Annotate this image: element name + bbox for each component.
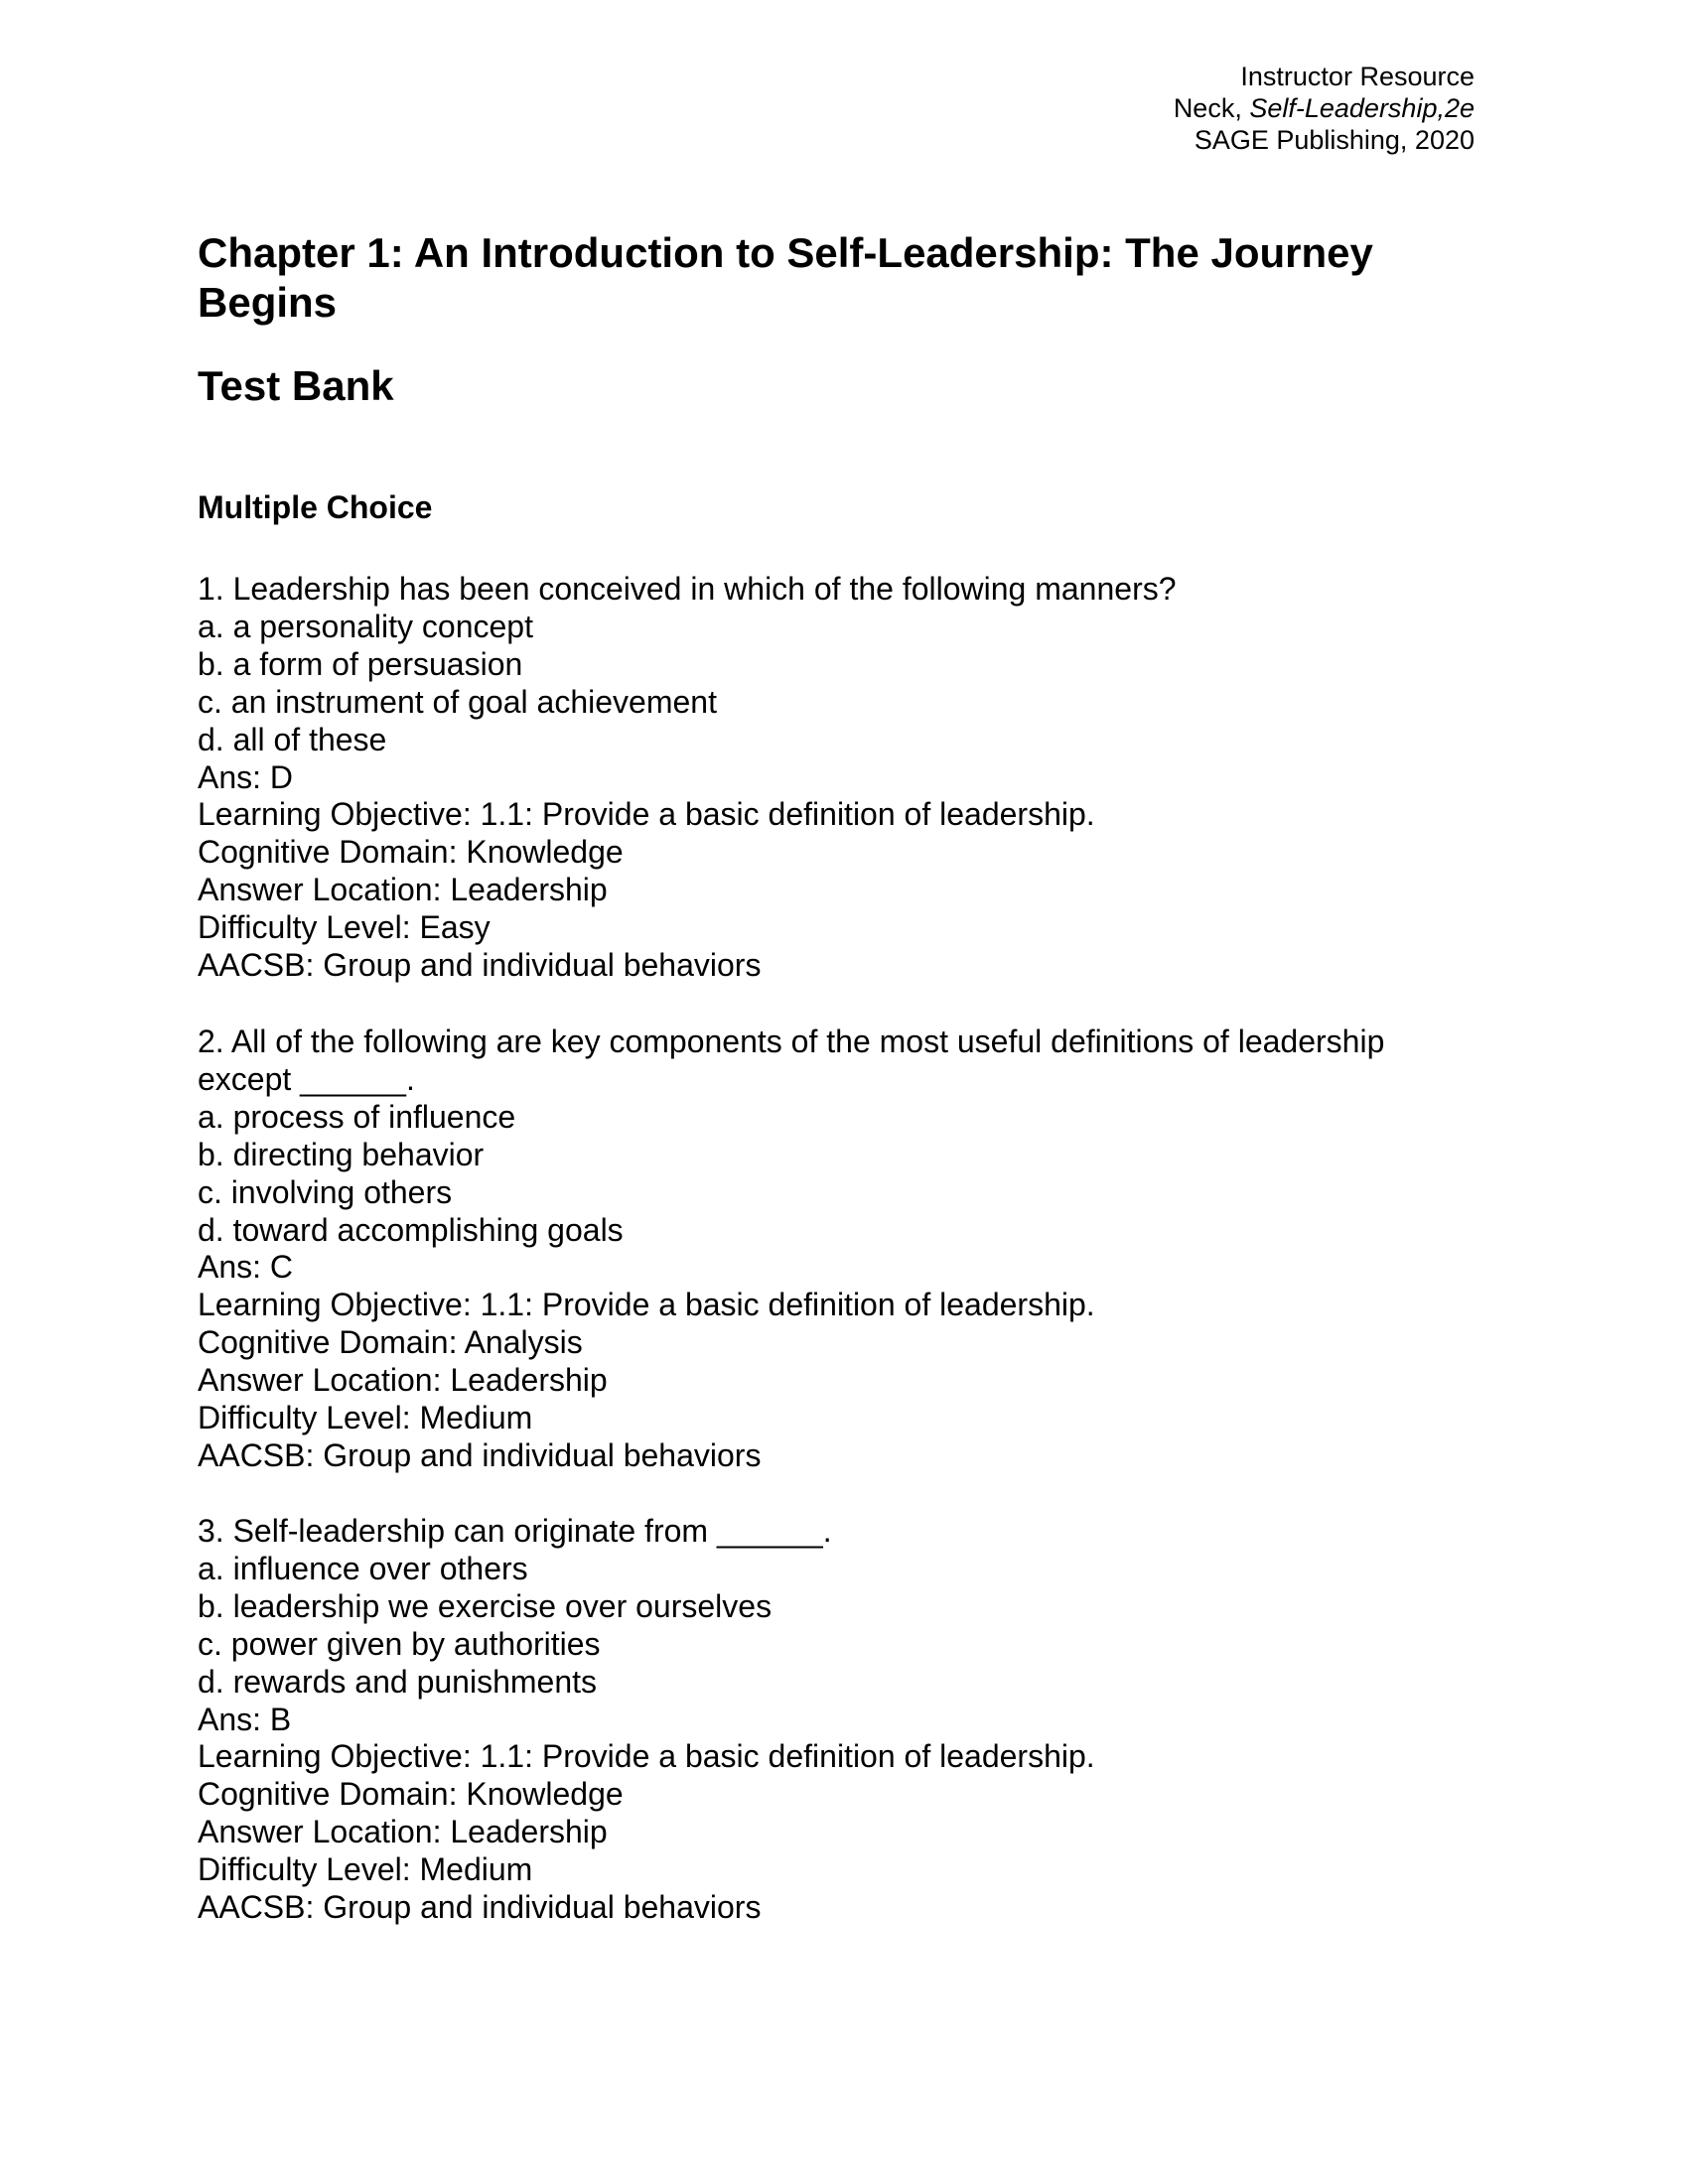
question-2 <box>198 1024 1488 1475</box>
learning-objective: Learning Objective: 1.1: Provide a basic definition of leadership. <box>198 1738 1095 1775</box>
test-bank-heading: Test Bank <box>198 362 394 409</box>
header-author: Neck, <box>1173 93 1250 123</box>
question-stem: 3. Self-leadership can originate from ______. <box>198 1513 832 1549</box>
chapter-title: Chapter 1: An Introduction to Self-Leadership: The Journey Begins <box>198 229 1373 326</box>
option-d: d. all of these <box>198 721 387 757</box>
question-stem-continued: except ______. <box>198 1060 415 1097</box>
difficulty-level: Difficulty Level: Medium <box>198 1851 533 1888</box>
answer: Ans: C <box>198 1249 294 1286</box>
aacsb: AACSB: Group and individual behaviors <box>198 1436 762 1473</box>
answer-location: Answer Location: Leadership <box>198 872 608 908</box>
option-c: c. an instrument of goal achievement <box>198 683 717 720</box>
difficulty-level: Difficulty Level: Medium <box>198 1400 533 1436</box>
header-book-title: Self-Leadership,2e <box>1249 93 1475 123</box>
page-header <box>1174 61 1475 156</box>
answer-location: Answer Location: Leadership <box>198 1362 608 1399</box>
answer-location: Answer Location: Leadership <box>198 1814 608 1850</box>
option-b: b. directing behavior <box>198 1136 485 1172</box>
option-c: c. involving others <box>198 1173 453 1210</box>
option-d: d. toward accomplishing goals <box>198 1211 624 1248</box>
option-a: a. a personality concept <box>198 608 533 644</box>
cognitive-domain: Cognitive Domain: Analysis <box>198 1324 583 1361</box>
cognitive-domain: Cognitive Domain: Knowledge <box>198 834 624 871</box>
header-line-1: Instructor Resource <box>1240 62 1475 91</box>
cognitive-domain: Cognitive Domain: Knowledge <box>198 1776 624 1813</box>
option-b: b. a form of persuasion <box>198 645 523 682</box>
learning-objective: Learning Objective: 1.1: Provide a basic definition of leadership. <box>198 796 1095 833</box>
question-stem: 1. Leadership has been conceived in which of the following manners? <box>198 571 1177 607</box>
section-heading: Multiple Choice <box>198 489 433 525</box>
learning-objective: Learning Objective: 1.1: Provide a basic definition of leadership. <box>198 1287 1095 1323</box>
option-a: a. process of influence <box>198 1098 516 1135</box>
option-a: a. influence over others <box>198 1550 528 1586</box>
answer: Ans: D <box>198 758 294 795</box>
question-3 <box>198 1513 1488 1927</box>
difficulty-level: Difficulty Level: Easy <box>198 909 491 946</box>
aacsb: AACSB: Group and individual behaviors <box>198 947 762 984</box>
aacsb: AACSB: Group and individual behaviors <box>198 1889 762 1926</box>
question-1 <box>198 571 1488 985</box>
option-b: b. leadership we exercise over ourselves <box>198 1587 773 1624</box>
question-stem: 2. All of the following are key components of the most useful definitions of leadership <box>198 1024 1385 1059</box>
option-c: c. power given by authorities <box>198 1625 601 1662</box>
header-line-2 <box>1174 92 1475 124</box>
header-line-3: SAGE Publishing, 2020 <box>1194 125 1475 155</box>
answer: Ans: B <box>198 1701 292 1737</box>
option-d: d. rewards and punishments <box>198 1663 597 1700</box>
